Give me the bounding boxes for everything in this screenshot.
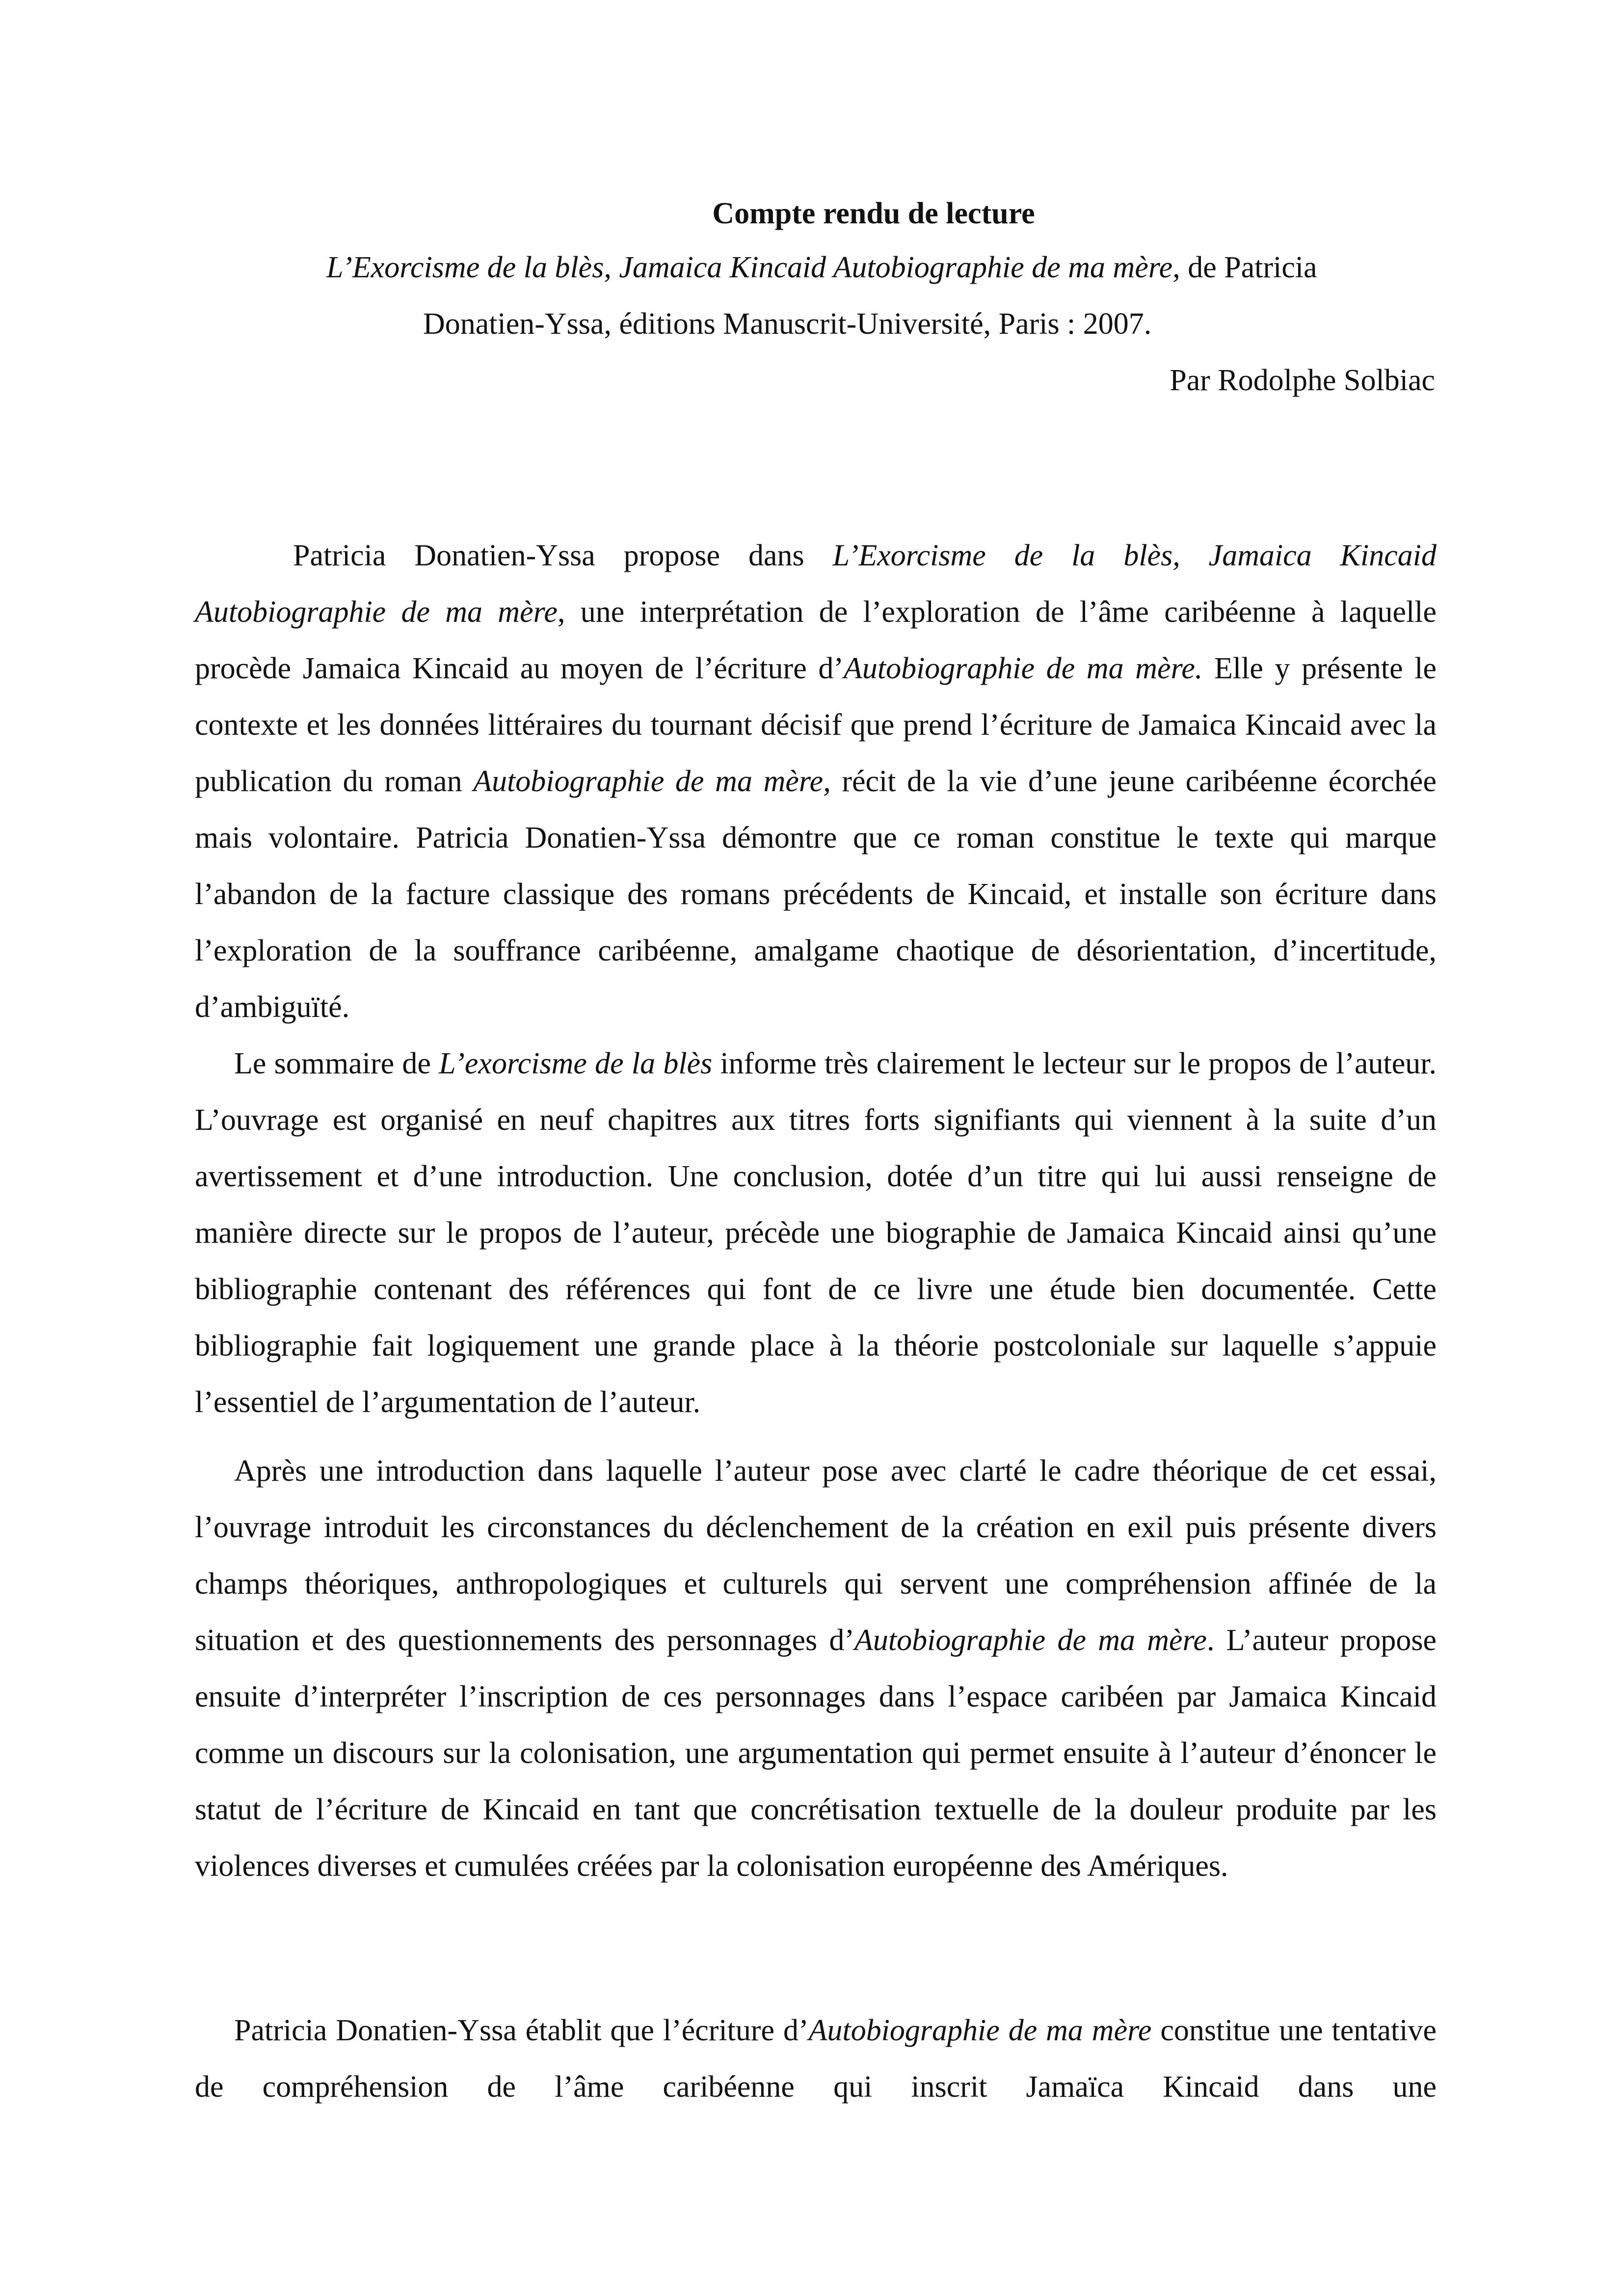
book-reference-suffix: , de Patricia <box>1172 251 1317 284</box>
paragraph-3-italic-1: Autobiographie de ma mère <box>854 1624 1207 1657</box>
paragraph-3-text-1: Après une introduction dans laquelle l’auteur pose avec clarté le cadre théorique de cet essai, l’ouvrage introduit les circonstances du déclenchement de la création en exil puis présente divers champs théoriques, anthropologiques et culturels qui servent une compréhension affinée de la situation et des questionnements des personnages d’ <box>195 1454 1437 1657</box>
book-reference-line-1 <box>326 245 1317 290</box>
paragraph-2-text-2: informe très clairement le lecteur sur le propos de l’auteur. L’ouvrage est organisé en neuf chapitres aux titres forts signifiants qui viennent à la suite d’un avertissement et d’une introduction. Une conclusion, dotée d’un titre qui lui aussi renseigne de manière directe sur le propos de l’auteur, précède une biographie de Jamaica Kincaid ainsi qu’une bibliographie contenant des références qui font de ce livre une étude bien documentée. Cette bibliographie fait logiquement une grande place à la théorie postcoloniale sur laquelle s’appuie l’essentiel de l’argumentation de l’auteur. <box>195 1047 1437 1419</box>
paragraph-1-text-4: récit de la vie d’une jeune caribéenne écorchée mais volontaire. Patricia Donatien-Yssa démontre que ce roman constitue le texte qui marque l’abandon de la facture classique des romans précédents de Kincaid, et installe son écriture dans l’exploration de la souffrance caribéenne, amalgame chaotique de désorientation, d’incertitude, d’ambiguïté. <box>195 765 1437 1024</box>
book-reference-line-2: Donatien-Yssa, éditions Manuscrit-Université, Paris : 2007. <box>423 307 1152 341</box>
paragraph-3-text-2: . L’auteur propose ensuite d’interpréter l’inscription de ces personnages dans l’espace caribéen par Jamaica Kincaid comme un discours sur la colonisation, une argumentation qui permet ensuite à l’auteur d’énoncer le statut de l’écriture de Kincaid en tant que concrétisation textuelle de la douleur produite par les violences diverses et cumulées créées par la colonisation européenne des Amériques. <box>195 1624 1437 1883</box>
paragraph-1-italic-3: Autobiographie de ma mère, <box>473 765 831 798</box>
paragraph-4-italic-1: Autobiographie de ma mère <box>808 2014 1152 2047</box>
paragraph-1-italic-2: Autobiographie de ma mère. <box>843 652 1203 685</box>
paragraph-1-text-1: Patricia Donatien-Yssa propose dans <box>293 539 833 572</box>
paragraph-4-text-2: constitue une tentative de compréhension de l’âme caribéenne qui inscrit Jamaïca Kincaid dans une <box>195 2014 1437 2104</box>
paragraph-2-text-1: Le sommaire de <box>234 1047 439 1080</box>
paragraph-4-text-1: Patricia Donatien-Yssa établit que l’écriture d’ <box>234 2014 809 2047</box>
paragraph-2-italic-1: L’exorcisme de la blès <box>439 1047 713 1080</box>
book-reference-title: L’Exorcisme de la blès, Jamaica Kincaid Autobiographie de ma mère <box>326 251 1173 284</box>
author-byline: Par Rodolphe Solbiac <box>1170 364 1435 397</box>
paragraph-1 <box>195 528 1437 1036</box>
paragraph-2 <box>195 1036 1437 1431</box>
paragraph-3 <box>195 1443 1437 1895</box>
paragraph-1-italic-1: L’Exorcisme de la blès, Jamaica Kincaid Autobiographie de ma mère <box>195 539 1437 629</box>
paragraph-4 <box>195 2002 1437 2115</box>
document-title: Compte rendu de lecture <box>712 197 1035 230</box>
paragraph-1-text-3: Elle y présente le contexte et les données littéraires du tournant décisif que prend l’écriture de Jamaica Kincaid avec la publication du roman <box>195 652 1437 798</box>
paragraph-1-text-2: , une interprétation de l’exploration de l’âme caribéenne à laquelle procède Jamaica Kincaid au moyen de l’écriture d’ <box>195 595 1437 685</box>
